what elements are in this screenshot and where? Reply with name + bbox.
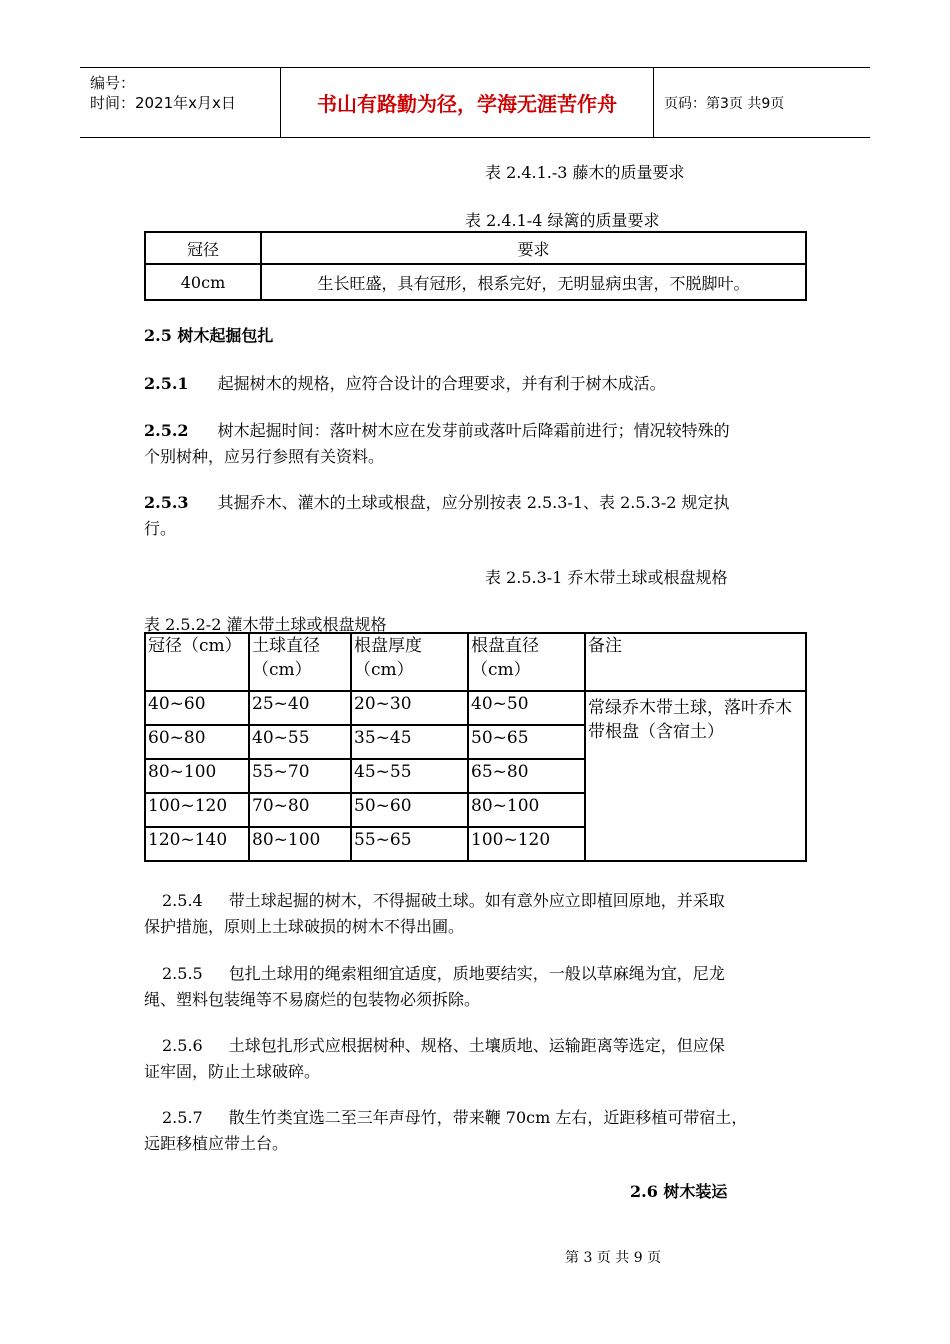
para-number: 2.5.6 [162,1036,203,1055]
table-cell: 65~80 [468,759,585,793]
para-text: 带土球起掘的树木，不得掘破土球。如有意外应立即植回原地，并采取 [228,891,725,910]
para-text-cont: 行。 [144,519,177,538]
table-cell: 100~120 [468,827,585,861]
header-meta [80,68,281,137]
caption-table-2-4-1-4: 表 2.4.1-4 绿篱的质量要求 [465,211,660,230]
para-text: 其掘乔木、灌木的土球或根盘，应分别按表 2.5.3-1、表 2.5.3-2 规定执 [217,493,730,512]
para-number: 2.5.4 [162,891,203,910]
table-cell: 35~45 [351,725,468,759]
table-cell: 20~30 [351,691,468,725]
para-text: 包扎土球用的绳索粗细宜适度，质地要结实，一般以草麻绳为宜，尼龙 [228,964,725,983]
doc-time-label: 时间：2021年x月x日 [90,94,236,112]
paragraph-2-5-4 [144,888,824,940]
paragraph-2-5-1 [144,371,666,397]
table-cell: 55~65 [351,827,468,861]
para-text: 树木起掘时间：落叶树木应在发芽前或落叶后降霜前进行；情况较特殊的 [217,421,730,440]
para-number: 2.5.2 [144,421,189,440]
table-header-cell [145,633,249,691]
motto-text: 书山有路勤为径，学海无涯苦作舟 [317,92,617,116]
table-header-cell [351,633,468,691]
table-cell: 120~140 [145,827,249,861]
header-page-cell [654,68,870,137]
table-note-cell: 常绿乔木带土球，落叶乔木带根盘（含宿土） [585,691,806,861]
header-label: 根盘直径 [471,636,539,656]
caption-table-2-5-3-1: 表 2.5.3-1 乔木带土球或根盘规格 [485,568,728,587]
table-header-cell: 冠径 [145,232,261,264]
page-indicator: 页码：第3页 共9页 [664,95,785,112]
header-label: 冠径（cm） [148,636,242,656]
para-text: 土球包扎形式应根据树种、规格、土壤质地、运输距离等选定，但应保 [228,1036,725,1055]
para-text: 起掘树木的规格，应符合设计的合理要求，并有利于树木成活。 [217,374,666,393]
para-text-cont: 证牢固，防止土球破碎。 [144,1062,321,1081]
page-footer: 第 3 页 共 9 页 [565,1250,662,1266]
shrub-rootball-table [144,632,807,862]
para-text-cont: 保护措施，原则上土球破损的树木不得出圃。 [144,917,465,936]
table-header-cell [249,633,351,691]
para-number: 2.5.3 [144,493,189,512]
table-cell: 生长旺盛，具有冠形，根系完好，无明显病虫害，不脱脚叶。 [261,264,806,300]
header-unit: （cm） [252,660,312,680]
table-cell: 40~55 [249,725,351,759]
header-unit: （cm） [354,660,414,680]
table-header-cell [585,633,806,691]
table-cell: 45~55 [351,759,468,793]
table-cell: 50~65 [468,725,585,759]
header-label: 土球直径 [252,636,320,656]
header-motto-cell [281,68,654,137]
paragraph-2-5-2 [144,418,814,470]
table-header-cell: 要求 [261,232,806,264]
header-label: 备注 [588,636,622,656]
header-label: 根盘厚度 [354,636,422,656]
para-text-cont: 绳、塑料包装绳等不易腐烂的包装物必须拆除。 [144,990,481,1009]
table-cell: 50~60 [351,793,468,827]
hedge-quality-table [144,231,807,301]
para-number: 2.5.1 [144,374,189,393]
table-cell: 40~50 [468,691,585,725]
section-title-2-5: 2.5 树木起掘包扎 [144,326,274,345]
table-cell: 80~100 [468,793,585,827]
section-title-2-6: 2.6 树木装运 [630,1182,728,1201]
page-header [80,67,870,138]
paragraph-2-5-5 [144,961,824,1013]
doc-number-label: 编号： [90,74,136,92]
para-text: 散生竹类宜选二至三年声母竹，带来鞭 70cm 左右，近距移植可带宿土， [228,1108,748,1127]
table-cell: 60~80 [145,725,249,759]
table-cell: 55~70 [249,759,351,793]
caption-table-2-5-2-2: 表 2.5.2-2 灌木带土球或根盘规格 [144,615,387,634]
paragraph-2-5-6 [144,1033,824,1085]
paragraph-2-5-3 [144,490,814,542]
header-unit: （cm） [471,660,531,680]
para-text-cont: 远距移植应带土台。 [144,1134,289,1153]
table-cell: 80~100 [249,827,351,861]
caption-table-2-4-1-3: 表 2.4.1.-3 藤木的质量要求 [485,163,685,182]
table-cell: 80~100 [145,759,249,793]
table-cell: 40cm [145,264,261,300]
paragraph-2-5-7 [144,1105,824,1157]
table-cell: 25~40 [249,691,351,725]
para-number: 2.5.7 [162,1108,203,1127]
table-cell: 70~80 [249,793,351,827]
para-text-cont: 个别树种，应另行参照有关资料。 [144,447,385,466]
table-cell: 100~120 [145,793,249,827]
table-cell: 40~60 [145,691,249,725]
para-number: 2.5.5 [162,964,203,983]
table-header-cell [468,633,585,691]
